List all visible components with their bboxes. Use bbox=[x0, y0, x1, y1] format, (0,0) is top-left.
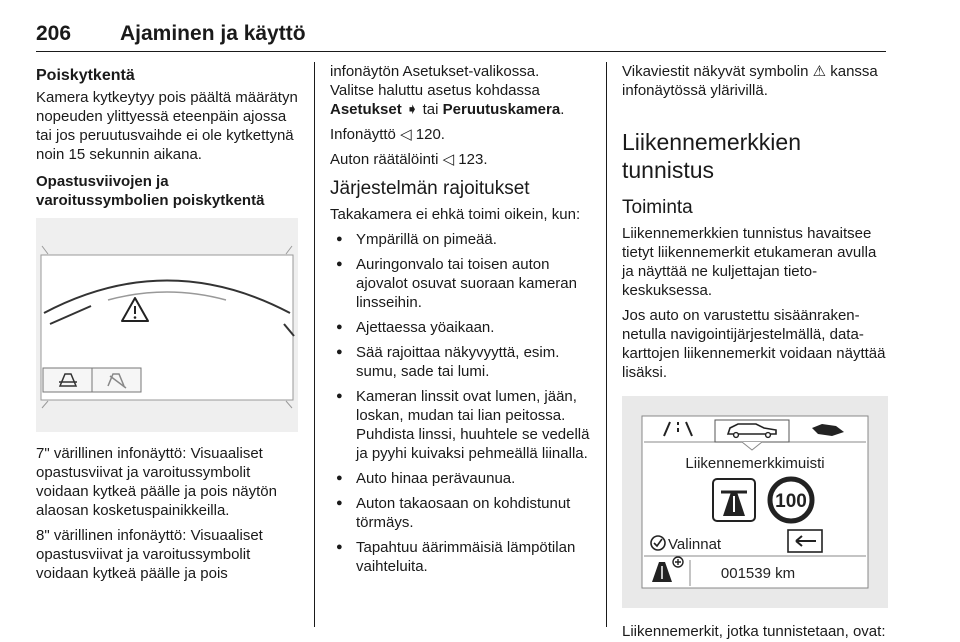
list-item: ● Kameran linssit ovat lumen, jään, loskan, mudan tai lian peitossa. Puhdista linssi, huuhtele se vedellä ja pyyhi kuivaksi pehmeällä liinalla. bbox=[330, 387, 592, 463]
motorway-sign-icon bbox=[713, 479, 755, 521]
list-item: ● Auton takaosaan on kohdistunut törmäys. bbox=[330, 494, 592, 532]
list-item: ● Tapahtuu äärimmäisiä lämpötilan vaihteluita. bbox=[330, 538, 592, 576]
column-1 bbox=[36, 62, 298, 589]
camera-display-figure bbox=[36, 218, 298, 432]
speed-limit-sign-icon bbox=[770, 479, 812, 521]
reference-icon: ◁ bbox=[400, 126, 412, 143]
reference-icon: ◁ bbox=[442, 151, 455, 168]
paragraph-fault-messages: Vikaviestit näkyvät symbolin ⚠ kanssa infonäytössä ylärivillä. bbox=[622, 63, 878, 99]
list-item: ● Ajettaessa yöaikaan. bbox=[330, 318, 592, 337]
heading-deactivation: Poiskytkentä bbox=[36, 67, 135, 84]
paragraph-select-setting: Valitse haluttu asetus kohdassa Asetukset ➧ tai Peruutuskamera. bbox=[330, 82, 565, 118]
speed-limit-value: 100 bbox=[775, 491, 807, 512]
reference-personalization: Auton räätälöinti ◁ 123. bbox=[330, 151, 488, 168]
paragraph-recognized-signs: Liikennemerkit, jotka tunnistetaan, ovat: bbox=[622, 623, 886, 640]
paragraph-function: Liikennemerkkien tunnistus havaitsee tietyt liikennemerkit etukameran avulla ja näyttää ne kuljettajan tietokeskuksessa. bbox=[622, 225, 877, 299]
heading-function: Toiminta bbox=[622, 197, 693, 218]
camera-display-illustration bbox=[36, 218, 298, 432]
paragraph-limitations-intro: Takakamera ei ehkä toimi oikein, kun: bbox=[330, 206, 581, 223]
heading-traffic-sign-recognition: Liikennemerkkien tunnistus bbox=[622, 129, 801, 183]
arrow-icon: ➧ bbox=[405, 101, 419, 118]
paragraph-navigation: Jos auto on varustettu sisäänrakennetulla navigointijärjestelmällä, datakarttojen liikennemerkit voidaan näyttää lisäksi. bbox=[622, 307, 886, 381]
paragraph-7inch: 7" värillinen infonäyttö: Visuaaliset opastusviivat ja varoitussymbolit voidaan kytkeä päälle ja pois näytön alaosan kosketuspainikkeilla. bbox=[36, 445, 277, 519]
reference-infodisplay: Infonäyttö ◁ 120. bbox=[330, 126, 445, 143]
list-item: ● Auto hinaa perävaunua. bbox=[330, 469, 592, 488]
traffic-sign-display-illustration bbox=[622, 396, 888, 608]
heading-system-limitations: Järjestelmän rajoitukset bbox=[330, 178, 530, 199]
limitations-list bbox=[330, 230, 592, 576]
display-title: Liikennemerkkimuisti bbox=[685, 455, 825, 472]
list-item: ● Auringonvalo tai toisen auton ajovalot osuvat suoraan kameran linsseihin. bbox=[330, 255, 592, 312]
chapter-title: Ajaminen ja käyttö bbox=[120, 22, 306, 45]
traffic-sign-display-figure bbox=[622, 396, 888, 608]
column-divider bbox=[606, 62, 607, 627]
odometer-value: 001539 km bbox=[720, 565, 796, 582]
paragraph-8inch: 8" värillinen infonäyttö: Visuaaliset opastusviivat ja varoitussymbolit voidaan kytkeä päälle ja pois bbox=[36, 527, 263, 582]
header-rule bbox=[36, 51, 886, 52]
paragraph-deactivation: Kamera kytkeytyy pois päältä määrätyn nopeuden ylittyessä eteenpäin ajossa tai jos peruutusvaihde ei ole kytkettynä noin 15 sekunnin aikana. bbox=[36, 89, 298, 163]
column-3 bbox=[622, 62, 888, 642]
page-number: 206 bbox=[36, 22, 72, 45]
page-header bbox=[36, 22, 886, 50]
list-item: ● Ympärillä on pimeää. bbox=[330, 230, 592, 249]
paragraph-settings-menu: infonäytön Asetukset-valikossa. bbox=[330, 63, 540, 80]
heading-guidelines-off: Opastusviivojen ja varoitussymbolien poiskytkentä bbox=[36, 173, 265, 209]
list-item: ● Sää rajoittaa näkyvyyttä, esim. sumu, sade tai lumi. bbox=[330, 343, 592, 381]
column-divider bbox=[314, 62, 315, 627]
menu-label: Valinnat bbox=[668, 536, 722, 553]
column-2 bbox=[330, 62, 592, 582]
